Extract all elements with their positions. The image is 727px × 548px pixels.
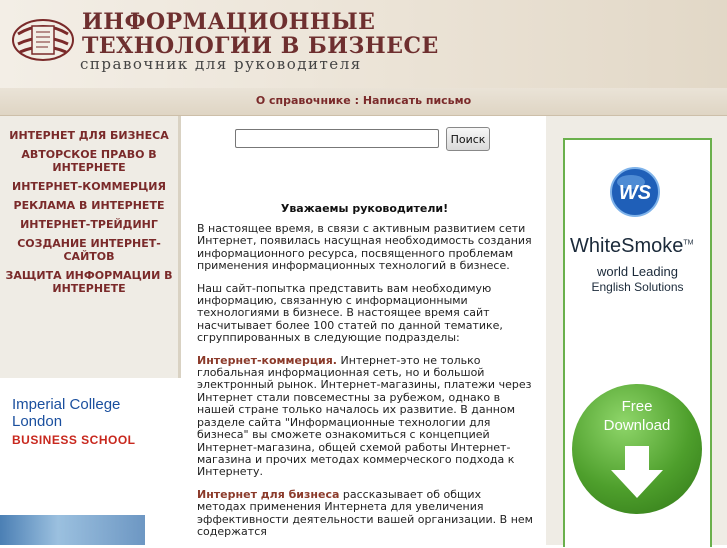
ecommerce-section-link[interactable]: Интернет-коммерция. — [197, 353, 337, 367]
site-header — [0, 0, 727, 89]
sidebar-item-security[interactable]: ЗАЩИТА ИНФОРМАЦИИ В ИНТЕРНЕТЕ — [5, 269, 173, 295]
paragraph-3 — [197, 355, 533, 479]
top-nav-bar — [0, 88, 727, 116]
download-arrow-icon — [607, 442, 667, 502]
site-title-line2: ТЕХНОЛОГИИ В БИЗНЕСЕ — [82, 33, 439, 59]
site-subtitle: справочник для руководителя — [80, 55, 362, 73]
search-input[interactable] — [235, 129, 439, 148]
main-content — [183, 116, 546, 545]
sidebar-item-advertising[interactable]: РЕКЛАМА В ИНТЕРНЕТЕ — [13, 199, 165, 212]
ad-tagline-2: English Solutions — [591, 280, 684, 294]
ad-line-2: London — [12, 413, 63, 430]
write-letter-link[interactable]: Написать письмо — [362, 94, 472, 107]
site-title-line1: ИНФОРМАЦИОННЫЕ — [82, 9, 376, 35]
ad-line-3: BUSINESS SCHOOL — [12, 433, 136, 447]
ad-line-1: Imperial College — [12, 396, 121, 413]
sidebar-item-trading[interactable]: ИНТЕРНЕТ-ТРЕЙДИНГ — [20, 218, 158, 231]
paragraph-1: В настоящее время, в связи с активным развитием сети Интернет, появилась насущная необходимость создания информационного ресурса, посвященного проблемам применения информационных технологий в бизнесе. — [197, 222, 532, 273]
paragraph-2: Наш сайт-попытка представить вам необходимую информацию, связанную с информационными технологиями в бизнесе. В настоящее время сайт насчитывает более 100 статей по данной тематике, сгруппированных в следующие подразделы: — [197, 281, 503, 345]
ad-photo — [0, 515, 145, 545]
svg-text:WS: WS — [618, 182, 652, 204]
ad-trademark: TM — [683, 239, 694, 247]
about-link[interactable]: О справочнике — [255, 94, 351, 107]
ad-brand — [570, 235, 693, 258]
top-nav-links — [0, 94, 727, 107]
sidebar-item-site-creation[interactable]: СОЗДАНИЕ ИНТЕРНЕТ-САЙТОВ — [17, 237, 161, 263]
whitesmoke-ad[interactable] — [563, 138, 712, 547]
download-line-2: Download — [603, 417, 671, 434]
paragraph-3-text: Интернет-это не только глобальная информационная сеть, но и большой электронный рынок. Интернет-магазины, платежи через Интернет стали повсеместны за рубежом, однако в нашей стране только началось их развитие. В данном разделе сайта "Информационные технологии для бизнеса" вы сможете ознакомиться с концепцией Интернет-магазина, общей схемой работы Интернет-магазина и прочих методах коммерческого подхода к Интернету. — [197, 353, 532, 479]
sidebar-item-internet-business[interactable]: ИНТЕРНЕТ ДЛЯ БИЗНЕСА — [9, 129, 169, 142]
greeting-heading: Уважаемы руководители! — [280, 202, 449, 215]
sidebar-item-ecommerce[interactable]: ИНТЕРНЕТ-КОММЕРЦИЯ — [12, 180, 166, 193]
right-column — [546, 116, 727, 545]
site-title — [82, 10, 439, 58]
download-line-1: Free — [621, 398, 653, 415]
free-download-button[interactable] — [572, 384, 702, 514]
scroll-logo-icon[interactable] — [10, 14, 76, 66]
internet-business-section-link[interactable]: Интернет для бизнеса — [197, 487, 340, 501]
sidebar-nav — [0, 116, 178, 300]
imperial-college-ad[interactable] — [0, 378, 145, 545]
sidebar — [0, 116, 181, 378]
whitesmoke-logo-icon — [609, 166, 661, 218]
article-body — [197, 223, 533, 548]
sidebar-item-copyright[interactable]: АВТОРСКОЕ ПРАВО В ИНТЕРНЕТЕ — [21, 148, 157, 174]
nav-separator: : — [354, 94, 359, 107]
paragraph-4-text: рассказывает об общих методах применения Интернета для увеличения эффективности деятельности вашей организации. В нем содержатся — [197, 487, 533, 538]
ad-tagline-1: world Leading — [597, 264, 678, 279]
ad-brand-name: WhiteSmoke — [570, 235, 684, 257]
paragraph-4 — [197, 489, 533, 539]
search-button[interactable]: Поиск — [446, 127, 490, 151]
